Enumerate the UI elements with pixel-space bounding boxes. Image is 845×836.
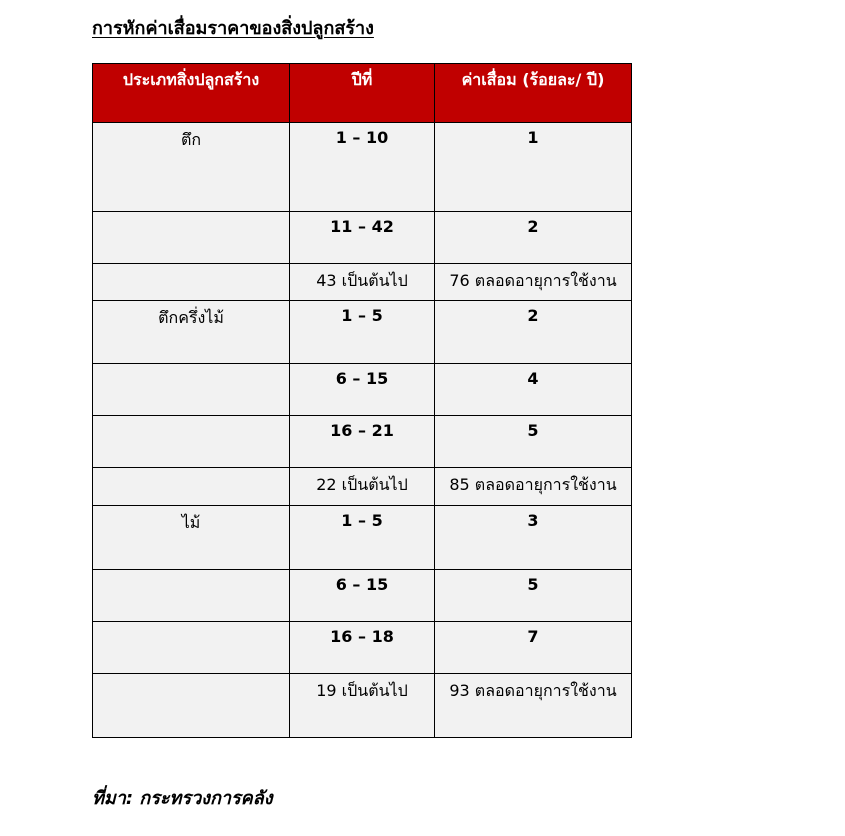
cell-building-type: ตึก [93, 123, 290, 212]
header-depreciation-rate: ค่าเสื่อม (ร้อยละ/ ปี) [435, 64, 632, 123]
cell-building-type [93, 364, 290, 416]
table-row [93, 468, 632, 506]
cell-year-range: 19 เป็นต้นไป [290, 674, 435, 738]
cell-building-type [93, 674, 290, 738]
cell-year-range: 16 – 21 [290, 416, 435, 468]
table-row [93, 674, 632, 738]
cell-year-range: 43 เป็นต้นไป [290, 264, 435, 301]
table-row [93, 506, 632, 570]
cell-building-type: ไม้ [93, 506, 290, 570]
cell-rate: 7 [435, 622, 632, 674]
cell-building-type: ตึกครึ่งไม้ [93, 301, 290, 364]
table-header-row [93, 64, 632, 123]
cell-rate: 5 [435, 416, 632, 468]
cell-year-range: 6 – 15 [290, 364, 435, 416]
table-row [93, 301, 632, 364]
table-row [93, 622, 632, 674]
cell-rate: 76 ตลอดอายุการใช้งาน [435, 264, 632, 301]
cell-year-range: 11 – 42 [290, 212, 435, 264]
source-note: ที่มา: กระทรวงการคลัง [92, 788, 273, 809]
header-year: ปีที่ [290, 64, 435, 123]
cell-building-type [93, 264, 290, 301]
table-row [93, 364, 632, 416]
cell-year-range: 1 – 5 [290, 301, 435, 364]
cell-rate: 1 [435, 123, 632, 212]
document-title: การหักค่าเสื่อมราคาของสิ่งปลูกสร้าง [92, 18, 374, 39]
cell-rate: 2 [435, 301, 632, 364]
cell-rate: 85 ตลอดอายุการใช้งาน [435, 468, 632, 506]
cell-building-type [93, 212, 290, 264]
cell-building-type [93, 468, 290, 506]
cell-rate: 2 [435, 212, 632, 264]
table-row [93, 123, 632, 212]
table-row [93, 570, 632, 622]
cell-rate: 3 [435, 506, 632, 570]
depreciation-table [92, 63, 632, 738]
cell-year-range: 22 เป็นต้นไป [290, 468, 435, 506]
cell-year-range: 16 – 18 [290, 622, 435, 674]
header-building-type: ประเภทสิ่งปลูกสร้าง [93, 64, 290, 123]
cell-year-range: 6 – 15 [290, 570, 435, 622]
table-row [93, 212, 632, 264]
cell-rate: 93 ตลอดอายุการใช้งาน [435, 674, 632, 738]
table-row [93, 264, 632, 301]
cell-year-range: 1 – 5 [290, 506, 435, 570]
cell-building-type [93, 570, 290, 622]
cell-year-range: 1 – 10 [290, 123, 435, 212]
cell-building-type [93, 622, 290, 674]
cell-rate: 4 [435, 364, 632, 416]
cell-rate: 5 [435, 570, 632, 622]
table-row [93, 416, 632, 468]
cell-building-type [93, 416, 290, 468]
